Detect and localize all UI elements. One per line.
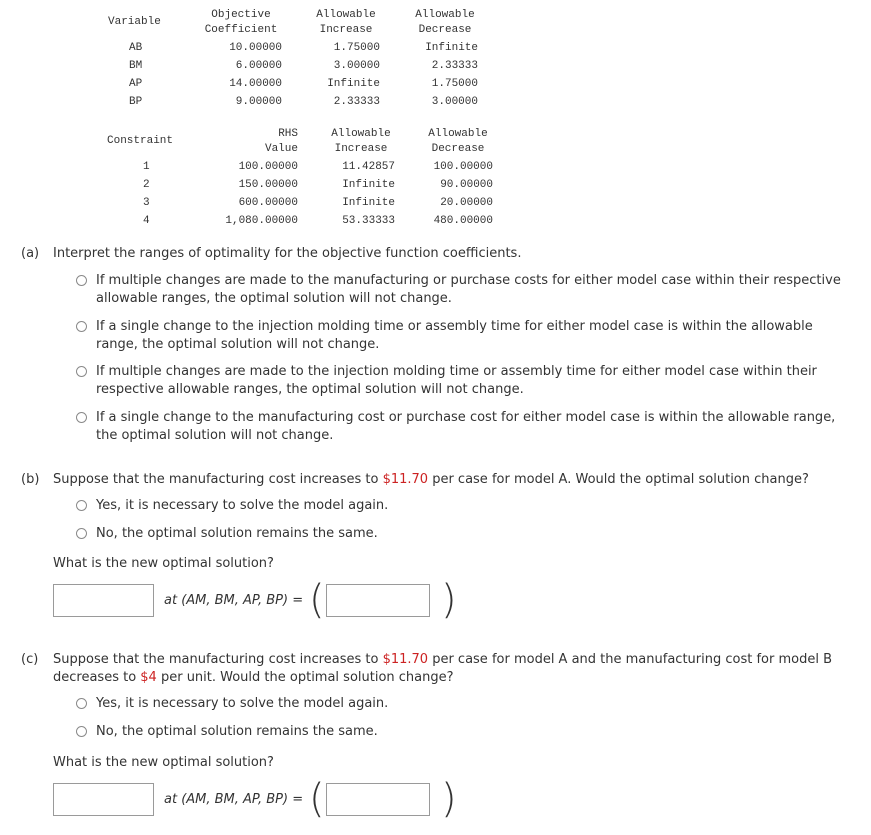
row-coef: 6.00000 [235, 60, 282, 72]
header-dec-line1: Allowable [428, 128, 488, 140]
row-inc: Infinite [327, 78, 380, 90]
radio-button[interactable] [76, 726, 87, 737]
question-text: decreases to [53, 670, 141, 685]
row-rhs: 600.00000 [238, 197, 298, 209]
header-inc-line1: Allowable [316, 9, 376, 21]
row-variable: AB [129, 42, 143, 54]
row-dec: 20.00000 [440, 197, 493, 209]
question-text: per case for model A and the manufacturing cost for model B [428, 652, 832, 667]
option-text-line1: If multiple changes are made to the manufacturing or purchase costs for either model case within their respective [96, 273, 841, 288]
part-a-question: Interpret the ranges of optimality for the objective function coefficients. [53, 246, 522, 261]
header-variable: Variable [108, 16, 161, 28]
option-text-line1: If a single change to the manufacturing cost or purchase cost for either model case is within the allowable range, [96, 410, 836, 425]
option-text-line2: allowable ranges, the optimal solution will not change. [96, 291, 452, 306]
row-constraint: 1 [143, 161, 150, 173]
option-text-line1: If multiple changes are made to the injection molding time or assembly time for either model case within their [96, 364, 817, 379]
question-text: per case for model A. Would the optimal solution change? [428, 472, 809, 487]
option-text: Yes, it is necessary to solve the model again. [96, 696, 389, 711]
radio-button[interactable] [76, 321, 87, 332]
radio-button[interactable] [76, 698, 87, 709]
option-text-line2: respective allowable ranges, the optimal solution will not change. [96, 382, 524, 397]
row-inc: 3.00000 [333, 60, 380, 72]
cost-value: $4 [140, 670, 157, 685]
row-variable: BP [129, 96, 143, 108]
row-rhs: 1,080.00000 [225, 215, 298, 227]
row-constraint: 4 [143, 215, 150, 227]
header-dec-line2: Decrease [431, 143, 485, 155]
header-rhs-line2: Value [264, 143, 298, 155]
row-dec: 1.75000 [431, 78, 478, 90]
header-rhs-line1: RHS [278, 128, 298, 140]
radio-button[interactable] [76, 528, 87, 539]
right-paren: ) [441, 776, 457, 822]
row-rhs: 100.00000 [238, 161, 298, 173]
new-solution-prompt: What is the new optimal solution? [53, 755, 274, 770]
part-b-question [53, 471, 809, 489]
left-paren: ( [309, 776, 325, 822]
row-inc: 53.33333 [342, 215, 395, 227]
part-c-question-line1 [53, 651, 832, 669]
row-dec: 100.00000 [433, 161, 493, 173]
row-dec: 90.00000 [440, 179, 493, 191]
row-constraint: 3 [143, 197, 150, 209]
radio-button[interactable] [76, 366, 87, 377]
row-coef: 10.00000 [229, 42, 282, 54]
row-constraint: 2 [143, 179, 150, 191]
row-inc: Infinite [342, 179, 395, 191]
row-variable: AP [129, 78, 143, 90]
option-text: No, the optimal solution remains the same. [96, 724, 378, 739]
radio-button[interactable] [76, 412, 87, 423]
header-inc-line2: Increase [319, 24, 373, 36]
header-coef-line1: Objective [211, 9, 271, 21]
option-text-line2: the optimal solution will not change. [96, 428, 334, 443]
header-inc-line1: Allowable [331, 128, 391, 140]
objective-value-input[interactable] [53, 783, 154, 816]
solution-vector-input[interactable] [326, 584, 430, 617]
header-dec-line2: Decrease [418, 24, 472, 36]
question-text: per unit. Would the optimal solution change? [156, 670, 454, 685]
row-dec: 3.00000 [431, 96, 478, 108]
objective-value-input[interactable] [53, 584, 154, 617]
part-a-label: (a) [21, 246, 40, 261]
question-text: Suppose that the manufacturing cost increases to [53, 472, 383, 487]
row-dec: 2.33333 [431, 60, 478, 72]
row-dec: 480.00000 [433, 215, 493, 227]
row-dec: Infinite [425, 42, 478, 54]
row-rhs: 150.00000 [238, 179, 298, 191]
row-inc: 2.33333 [333, 96, 380, 108]
cost-value: $11.70 [382, 652, 429, 667]
at-label: at (AM, BM, AP, BP) = [164, 593, 304, 608]
row-inc: Infinite [342, 197, 395, 209]
row-coef: 14.00000 [229, 78, 282, 90]
header-constraint: Constraint [107, 135, 174, 147]
header-inc-line2: Increase [334, 143, 388, 155]
option-text: Yes, it is necessary to solve the model again. [96, 498, 389, 513]
radio-button[interactable] [76, 275, 87, 286]
row-coef: 9.00000 [235, 96, 282, 108]
right-paren: ) [441, 577, 457, 623]
cost-value: $11.70 [382, 472, 429, 487]
option-text-line1: If a single change to the injection molding time or assembly time for either model case is within the allowable [96, 319, 813, 334]
header-coef-line2: Coefficient [204, 24, 278, 36]
left-paren: ( [309, 577, 325, 623]
header-dec-line1: Allowable [415, 9, 475, 21]
new-solution-prompt: What is the new optimal solution? [53, 556, 274, 571]
row-inc: 11.42857 [342, 161, 395, 173]
question-text: Suppose that the manufacturing cost increases to [53, 652, 383, 667]
radio-button[interactable] [76, 500, 87, 511]
row-inc: 1.75000 [333, 42, 380, 54]
at-label: at (AM, BM, AP, BP) = [164, 792, 304, 807]
option-text: No, the optimal solution remains the same. [96, 526, 378, 541]
option-text-line2: range, the optimal solution will not change. [96, 337, 380, 352]
part-c-question-line2 [53, 669, 454, 687]
part-c-label: (c) [21, 652, 39, 667]
solution-vector-input[interactable] [326, 783, 430, 816]
part-b-label: (b) [21, 472, 40, 487]
row-variable: BM [129, 60, 143, 72]
